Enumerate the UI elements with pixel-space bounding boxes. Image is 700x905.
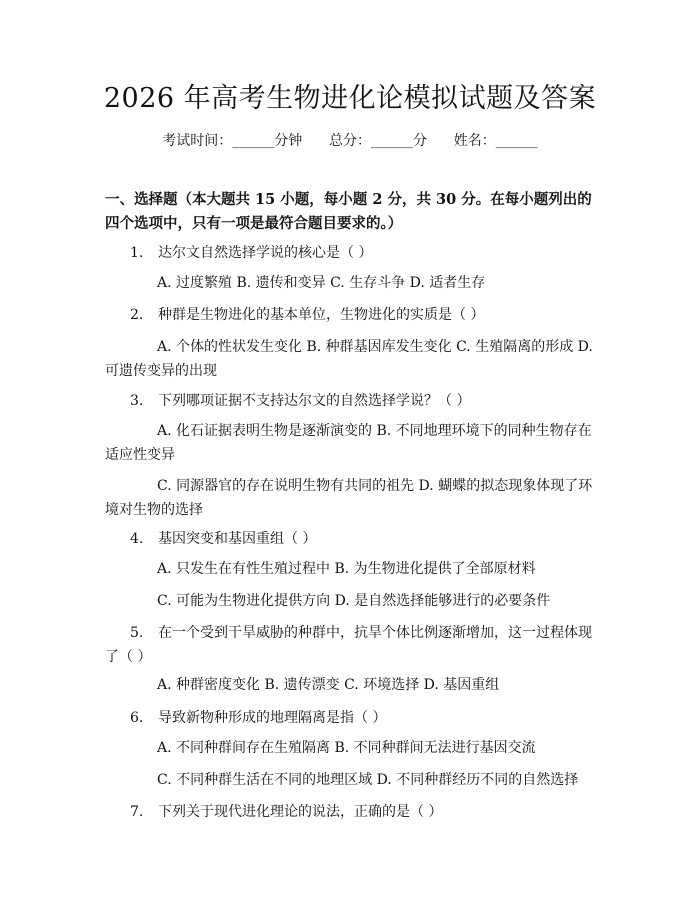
exam-info-line: 考试时间：______分钟 总分：______分 姓名：______ xyxy=(162,133,538,149)
page-title: 2026 年高考生物进化论模拟试题及答案 xyxy=(103,83,597,114)
question-stem: 下列关于现代进化理论的说法，正确的是（ ） xyxy=(158,804,443,820)
question-stem: 基因突变和基因重组（ ） xyxy=(158,531,317,547)
question-4 xyxy=(130,529,316,549)
question-number: 5. xyxy=(130,625,144,641)
question-number: 2. xyxy=(130,307,144,323)
section-heading: 一、选择题（本大题共 15 小题，每小题 2 分，共 30 分。在每小题列出的四个选项中，只有一项是最符合题目要求的。） xyxy=(105,191,592,232)
question-6-options-cd: C. 不同种群生活在不同的地理区域 D. 不同种群经历不同的自然选择 xyxy=(157,772,579,788)
question-5-options: A. 种群密度变化 B. 遗传漂变 C. 环境选择 D. 基因重组 xyxy=(157,677,500,693)
question-number: 7. xyxy=(130,804,144,820)
question-stem: 达尔文自然选择学说的核心是（ ） xyxy=(158,245,373,261)
question-1 xyxy=(130,243,372,263)
question-stem: 种群是生物进化的基本单位，生物进化的实质是（ ） xyxy=(158,307,485,323)
question-3-options-ab: A. 化石证据表明生物是逐渐演变的 B. 不同地理环境下的同种生物存在适应性变异 xyxy=(105,423,592,463)
question-5 xyxy=(105,621,597,669)
question-4-options-cd: C. 可能为生物进化提供方向 D. 是自然选择能够进行的必要条件 xyxy=(157,593,551,609)
question-number: 4. xyxy=(130,531,144,547)
question-2-options: A. 个体的性状发生变化 B. 种群基因库发生变化 C. 生殖隔离的形成 D. 可遗传变异的出现 xyxy=(105,339,593,379)
question-2 xyxy=(130,305,484,325)
question-stem: 导致新物种形成的地理隔离是指（ ） xyxy=(158,710,387,726)
question-number: 6. xyxy=(130,710,144,726)
question-3 xyxy=(130,391,470,411)
question-1-options: A. 过度繁殖 B. 遗传和变异 C. 生存斗争 D. 适者生存 xyxy=(157,275,486,291)
question-6-options-ab: A. 不同种群间存在生殖隔离 B. 不同种群间无法进行基因交流 xyxy=(157,740,536,756)
question-4-options-ab: A. 只发生在有性生殖过程中 B. 为生物进化提供了全部原材料 xyxy=(157,561,536,577)
question-7 xyxy=(130,802,442,822)
question-stem: 在一个受到干旱威胁的种群中，抗旱个体比例逐渐增加，这一过程体现了（ ） xyxy=(105,625,592,665)
question-stem: 下列哪项证据不支持达尔文的自然选择学说？（ ） xyxy=(158,393,471,409)
question-6 xyxy=(130,708,386,728)
question-3-options-cd: C. 同源器官的存在说明生物有共同的祖先 D. 蝴蝶的拟态现象体现了环境对生物的选择 xyxy=(105,478,593,518)
question-number: 1. xyxy=(130,245,144,261)
question-number: 3. xyxy=(130,393,144,409)
